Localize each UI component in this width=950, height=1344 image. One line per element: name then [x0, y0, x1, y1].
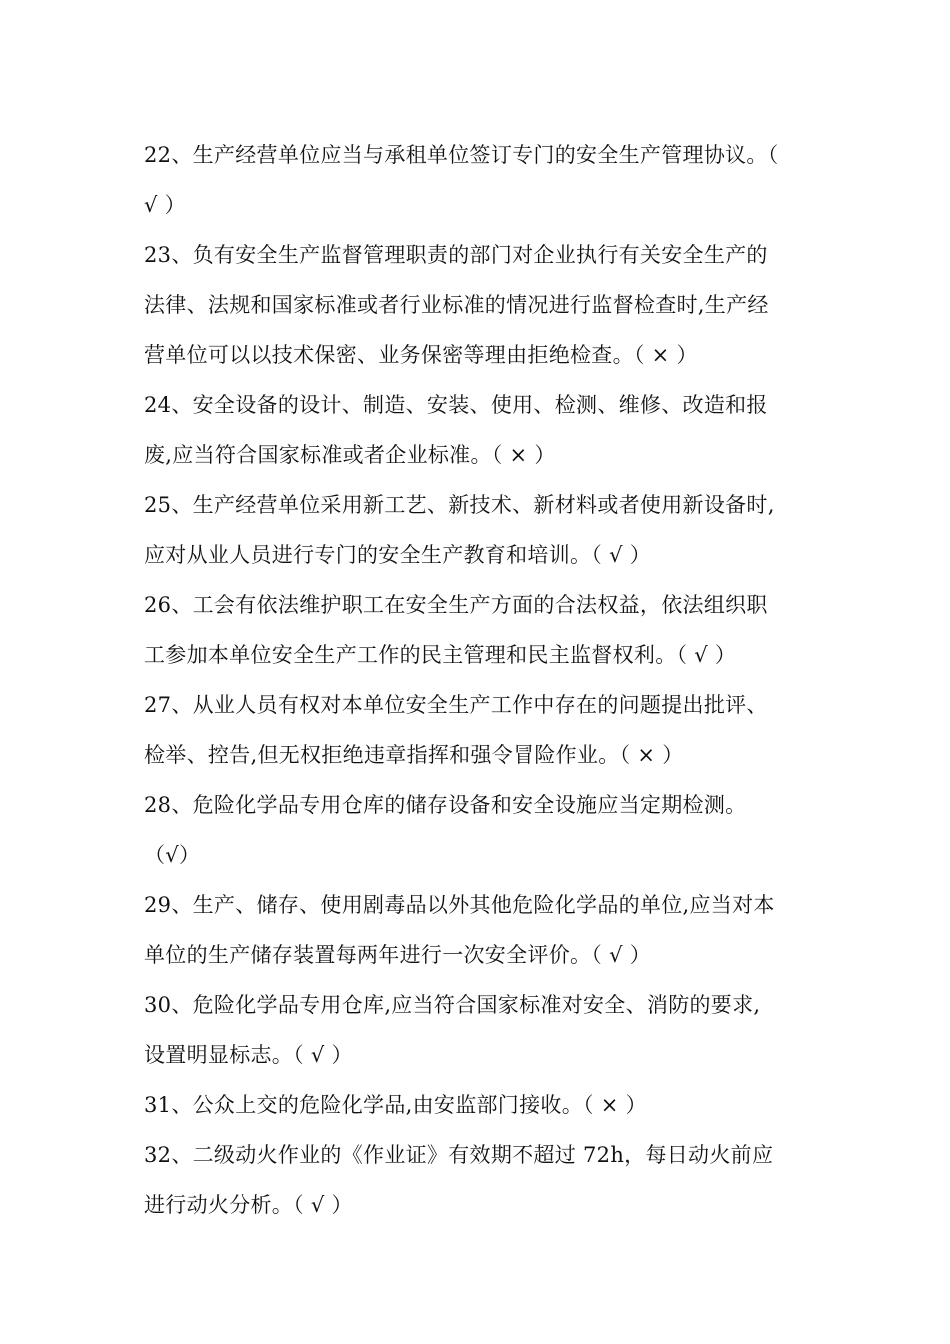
- text-line: 24、安全设备的设计、制造、安装、使用、检测、维修、改造和报: [144, 393, 768, 417]
- text-line: 26、工会有依法维护职工在安全生产方面的合法权益，依法组织职: [144, 593, 768, 617]
- text-line: 检举、控告,但无权拒绝违章指挥和强令冒险作业。（ × ）: [144, 743, 684, 767]
- text-line: 32、二级动火作业的《作业证》有效期不超过 72h，每日动火前应: [144, 1143, 774, 1167]
- text-line: 31、公众上交的危险化学品,由安监部门接收。（ × ）: [144, 1093, 647, 1117]
- text-line: 单位的生产储存装置每两年进行一次安全评价。（ √ ）: [144, 943, 652, 967]
- text-line: （√）: [144, 843, 201, 867]
- question-list: [144, 130, 814, 1230]
- text-line: 29、生产、储存、使用剧毒品以外其他危险化学品的单位,应当对本: [144, 893, 775, 917]
- text-line: 22、生产经营单位应当与承租单位签订专门的安全生产管理协议。（: [144, 143, 779, 167]
- text-line: 23、负有安全生产监督管理职责的部门对企业执行有关安全生产的: [144, 243, 768, 267]
- text-line: √ ）: [144, 193, 186, 217]
- text-line: 废,应当符合国家标准或者企业标准。（ × ）: [144, 443, 556, 467]
- text-line: 工参加本单位安全生产工作的民主管理和民主监督权利。（ √ ）: [144, 643, 737, 667]
- text-line: 营单位可以以技术保密、业务保密等理由拒绝检查。（ × ）: [144, 343, 698, 367]
- text-line: 25、生产经营单位采用新工艺、新技术、新材料或者使用新设备时,: [144, 493, 775, 517]
- text-line: 30、危险化学品专用仓库,应当符合国家标准对安全、消防的要求,: [144, 993, 761, 1017]
- text-line: 法律、法规和国家标准或者行业标准的情况进行监督检查时,生产经: [144, 293, 769, 317]
- text-line: 应对从业人员进行专门的安全生产教育和培训。（ √ ）: [144, 543, 652, 567]
- text-line: 27、从业人员有权对本单位安全生产工作中存在的问题提出批评、: [144, 693, 768, 717]
- text-line: 进行动火分析。（ √ ）: [144, 1193, 353, 1217]
- text-line: 28、危险化学品专用仓库的储存设备和安全设施应当定期检测。: [144, 793, 747, 817]
- text-line: 设置明显标志。（ √ ）: [144, 1043, 353, 1067]
